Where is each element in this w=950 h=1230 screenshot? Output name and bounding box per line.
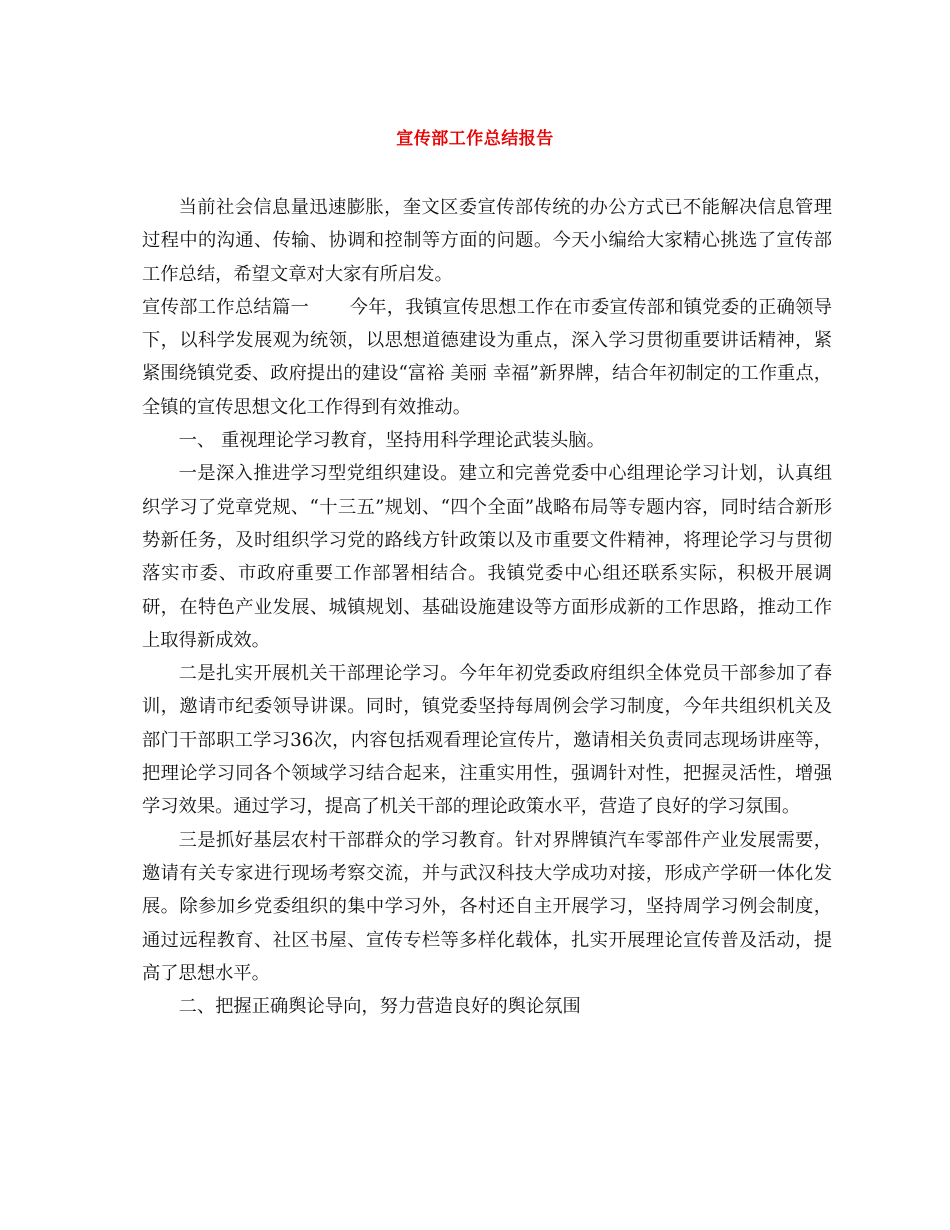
document-body — [142, 191, 832, 1023]
section-heading-1: 一、 重视理论学习教育，坚持用科学理论武装头脑。 — [178, 430, 605, 452]
article-label: 宣传部工作总结篇一 — [142, 296, 310, 318]
intro-paragraph: 当前社会信息量迅速膨胀，奎文区委宣传部传统的办公方式已不能解决信息管理过程中的沟通、传输、协调和控制等方面的问题。今天小编给大家精心挑选了宣传部工作总结，希望文章对大家有所启发。 — [142, 197, 832, 285]
article-lead-paragraph — [142, 291, 832, 424]
document-title: 宣传部工作总结报告 — [396, 129, 554, 149]
item-paragraph-2: 二是扎实开展机关干部理论学习。今年年初党委政府组织全体党员干部参加了春训，邀请市纪委领导讲课。同时，镇党委坚持每周例会学习制度，今年共组织机关及部门干部职工学习36次，内容包括观看理论宣传片，邀请相关负责同志现场讲座等，把理论学习同各个领域学习结合起来，注重实用性，强调针对性，把握灵活性，增强学习效果。通过学习，提高了机关干部的理论政策水平，营造了良好的学习氛围。 — [142, 663, 832, 818]
item-paragraph-1: 一是深入推进学习型党组织建设。建立和完善党委中心组理论学习计划，认真组织学习了党章党规、“十三五”规划、“四个全面”战略布局等专题内容，同时结合新形势新任务，及时组织学习党的路线方针政策以及市重要文件精神，将理论学习与贯彻落实市委、市政府重要工作部署相结合。我镇党委中心组还联系实际，积极开展调研，在特色产业发展、城镇规划、基础设施建设等方面形成新的工作思路，推动工作上取得新成效。 — [142, 463, 832, 651]
section-heading-2: 二、把握正确舆论导向，努力营造良好的舆论氛围 — [178, 996, 581, 1018]
article-lead-text: 今年，我镇宣传思想工作在市委宣传部和镇党委的正确领导下，以科学发展观为统领，以思想道德建设为重点，深入学习贯彻重要讲话精神，紧紧围绕镇党委、政府提出的建设“富裕 美丽 幸福”新界牌，结合年初制定的工作重点，全镇的宣传思想文化工作得到有效推动。 — [142, 296, 833, 418]
item-paragraph-3: 三是抓好基层农村干部群众的学习教育。针对界牌镇汽车零部件产业发展需要，邀请有关专家进行现场考察交流，并与武汉科技大学成功对接，形成产学研一体化发展。除参加乡党委组织的集中学习外，各村还自主开展学习，坚持周学习例会制度，通过远程教育、社区书屋、宣传专栏等多样化载体，扎实开展理论宣传普及活动，提高了思想水平。 — [142, 829, 832, 984]
